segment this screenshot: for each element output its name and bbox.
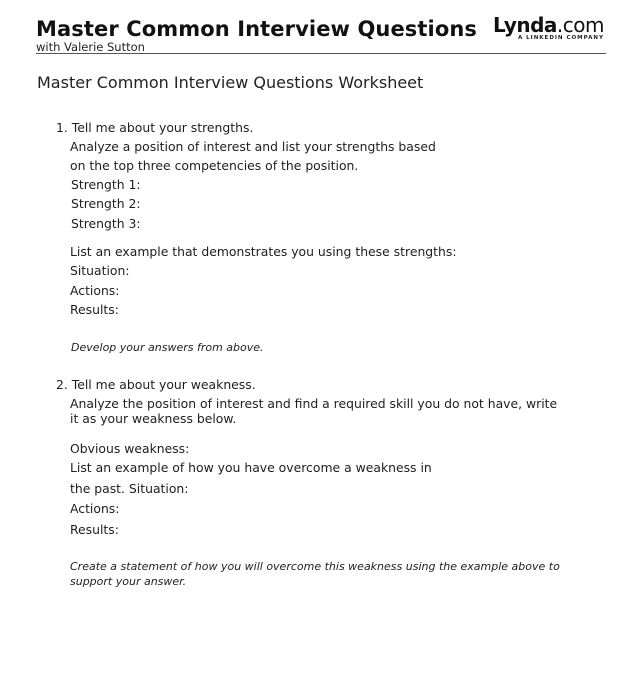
q1-actions-label: Actions: <box>70 283 120 298</box>
q2-example-line-1: List an example of how you have overcome a weakness in <box>70 460 432 475</box>
logo-wordmark <box>493 14 604 36</box>
q2-note-line-1: Create a statement of how you will overcome this weakness using the example above to <box>70 560 560 573</box>
q2-note-line-2: support your answer. <box>70 575 187 588</box>
q1-situation-label: Situation: <box>70 263 130 278</box>
q2-actions-label: Actions: <box>70 501 120 516</box>
q1-strength-2-label: Strength 2: <box>71 196 141 211</box>
q2-instruction-line-2: it as your weakness below. <box>70 411 237 426</box>
course-title: Master Common Interview Questions <box>36 17 478 41</box>
q1-results-label: Results: <box>70 302 119 317</box>
q1-strength-3-label: Strength 3: <box>71 216 141 231</box>
document-header <box>36 14 606 54</box>
q1-instruction-line-2: on the top three competencies of the position. <box>70 158 359 173</box>
q1-heading: 1. Tell me about your strengths. <box>56 120 254 135</box>
q2-heading: 2. Tell me about your weakness. <box>56 377 256 392</box>
q1-note: Develop your answers from above. <box>71 341 264 354</box>
worksheet-title: Master Common Interview Questions Worksheet <box>37 73 424 92</box>
q2-obvious-weakness-label: Obvious weakness: <box>70 441 190 456</box>
logo-tagline: A LINKEDIN COMPANY <box>517 35 604 41</box>
logo-suffix: .com <box>556 13 604 37</box>
q1-example-prompt: List an example that demonstrates you using these strengths: <box>70 244 457 259</box>
q2-instruction-line-1: Analyze the position of interest and find a required skill you do not have, write <box>70 396 558 411</box>
q2-example-line-2: the past. Situation: <box>70 481 189 496</box>
q1-instruction-line-1: Analyze a position of interest and list your strengths based <box>70 139 436 154</box>
logo-main: Lynda <box>492 13 557 37</box>
q1-strength-1-label: Strength 1: <box>71 177 141 192</box>
lynda-logo <box>493 14 604 41</box>
author-byline: with Valerie Sutton <box>36 40 145 54</box>
q2-results-label: Results: <box>70 522 119 537</box>
